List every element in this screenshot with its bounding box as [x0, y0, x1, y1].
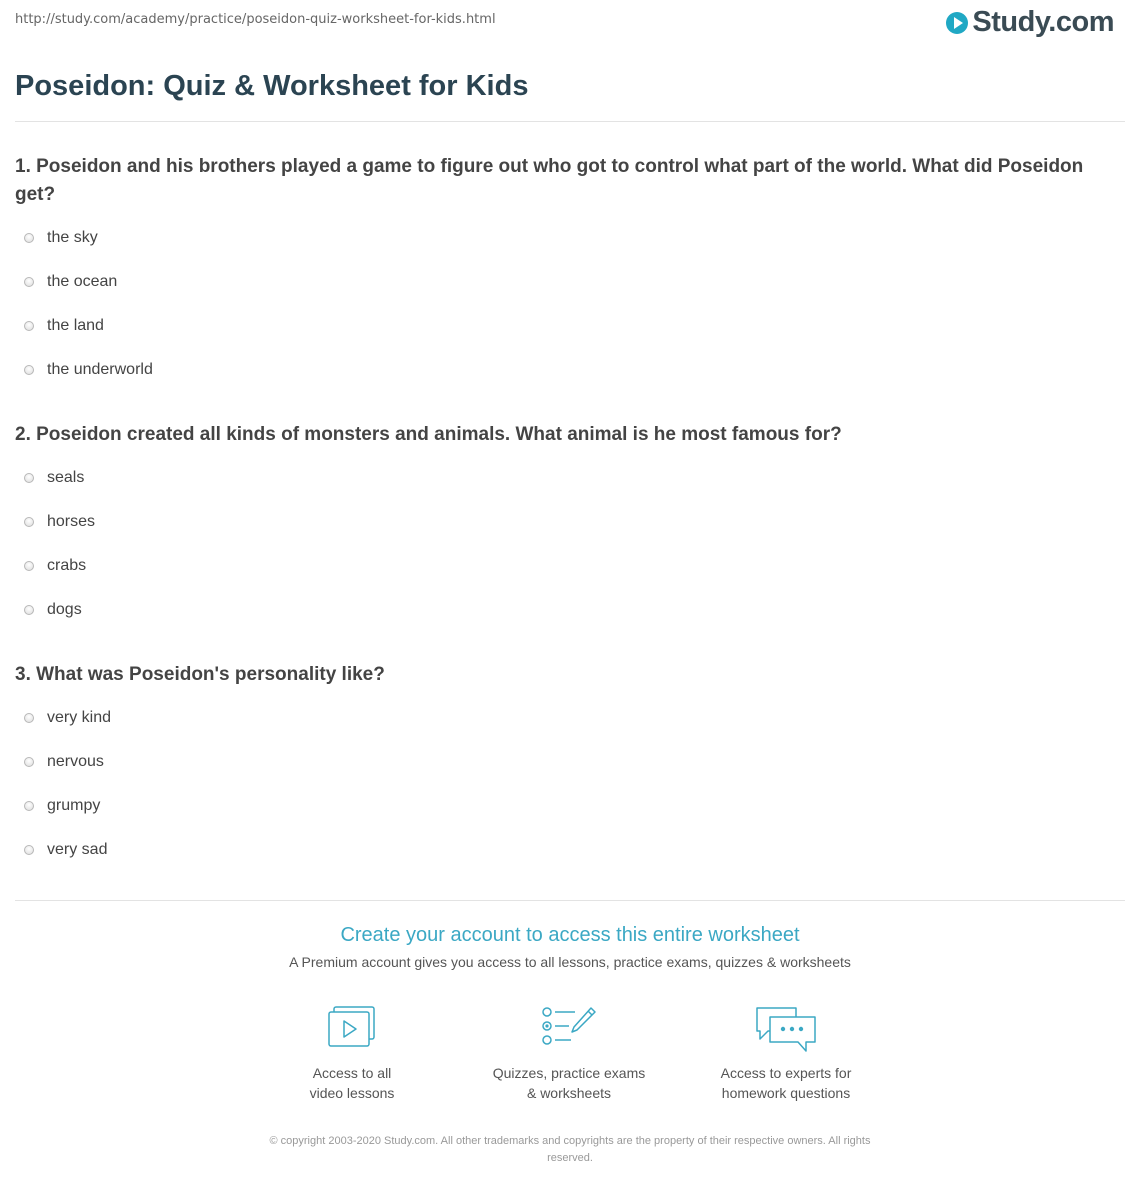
answer-label: grumpy — [47, 797, 101, 814]
radio-button[interactable] — [24, 365, 34, 375]
feature-label — [686, 1063, 886, 1103]
question-text: 1. Poseidon and his brothers played a game to figure out who got to control what part of the world. What did Poseidon get? — [15, 156, 1084, 205]
radio-button[interactable] — [24, 517, 34, 527]
copyright-line: reserved. — [547, 1152, 593, 1164]
feature-label-line: Quizzes, practice exams — [492, 1065, 646, 1081]
answer-options — [15, 216, 1115, 392]
answer-option[interactable] — [15, 828, 1115, 872]
feature-label-line: homework questions — [721, 1085, 851, 1101]
answer-label: very kind — [47, 709, 112, 726]
answer-label: the underworld — [47, 361, 153, 378]
answer-option[interactable] — [15, 544, 1115, 588]
feature-label-line: Access to all — [312, 1065, 392, 1081]
answer-label: the ocean — [47, 273, 118, 290]
copyright-line: © copyright 2003-2020 Study.com. All other trademarks and copyrights are the property of their respective owners. All rights — [269, 1135, 871, 1147]
answer-label: very sad — [47, 841, 108, 858]
question-text: 2. Poseidon created all kinds of monsters and animals. What animal is he most famous for? — [15, 424, 842, 445]
answer-option[interactable] — [15, 588, 1115, 632]
study-logo[interactable] — [946, 6, 1114, 39]
answer-options — [15, 696, 1115, 872]
radio-button[interactable] — [24, 801, 34, 811]
answer-label: the sky — [47, 229, 98, 246]
copyright-notice — [200, 1133, 940, 1167]
feature-video-lessons — [252, 1005, 452, 1103]
question-text: 3. What was Poseidon's personality like? — [15, 664, 385, 685]
answer-label: the land — [47, 317, 104, 334]
feature-label — [469, 1063, 669, 1103]
title-divider — [15, 121, 1125, 122]
radio-button[interactable] — [24, 845, 34, 855]
feature-label-line: & worksheets — [526, 1085, 612, 1101]
answer-option[interactable] — [15, 260, 1115, 304]
answer-option[interactable] — [15, 500, 1115, 544]
radio-button[interactable] — [24, 561, 34, 571]
radio-button[interactable] — [24, 321, 34, 331]
answer-label: crabs — [47, 557, 87, 574]
radio-button[interactable] — [24, 713, 34, 723]
quiz-checklist-icon — [541, 1005, 597, 1049]
page-title: Poseidon: Quiz & Worksheet for Kids — [15, 70, 529, 102]
answer-label: nervous — [47, 753, 104, 770]
feature-label-line: Access to experts for — [720, 1065, 852, 1081]
feature-quizzes — [469, 1005, 669, 1103]
answer-option[interactable] — [15, 784, 1115, 828]
question-1 — [15, 153, 1115, 392]
answer-option[interactable] — [15, 216, 1115, 260]
question-2 — [15, 421, 1115, 632]
logo-text: Study.com — [972, 6, 1114, 38]
radio-button[interactable] — [24, 473, 34, 483]
answer-label: seals — [47, 469, 85, 486]
answer-label: dogs — [47, 601, 82, 618]
answer-option[interactable] — [15, 696, 1115, 740]
feature-label — [252, 1063, 452, 1103]
answer-option[interactable] — [15, 348, 1115, 392]
question-3 — [15, 661, 1115, 872]
radio-button[interactable] — [24, 757, 34, 767]
cta-subtitle: A Premium account gives you access to all lessons, practice exams, quizzes & worksheets — [289, 954, 851, 970]
answer-option[interactable] — [15, 456, 1115, 500]
play-logo-icon — [946, 12, 968, 34]
feature-experts — [686, 1005, 886, 1103]
answer-option[interactable] — [15, 740, 1115, 784]
answer-options — [15, 456, 1115, 632]
feature-label-line: video lessons — [309, 1085, 395, 1101]
answer-label: horses — [47, 513, 96, 530]
cta-divider — [15, 900, 1125, 901]
radio-button[interactable] — [24, 277, 34, 287]
answer-option[interactable] — [15, 304, 1115, 348]
create-account-link[interactable]: Create your account to access this entire worksheet — [340, 924, 800, 946]
chat-bubbles-icon — [754, 1005, 818, 1055]
radio-button[interactable] — [24, 605, 34, 615]
video-lessons-icon — [326, 1005, 378, 1049]
page-url: http://study.com/academy/practice/poseidon-quiz-worksheet-for-kids.html — [15, 12, 496, 27]
radio-button[interactable] — [24, 233, 34, 243]
